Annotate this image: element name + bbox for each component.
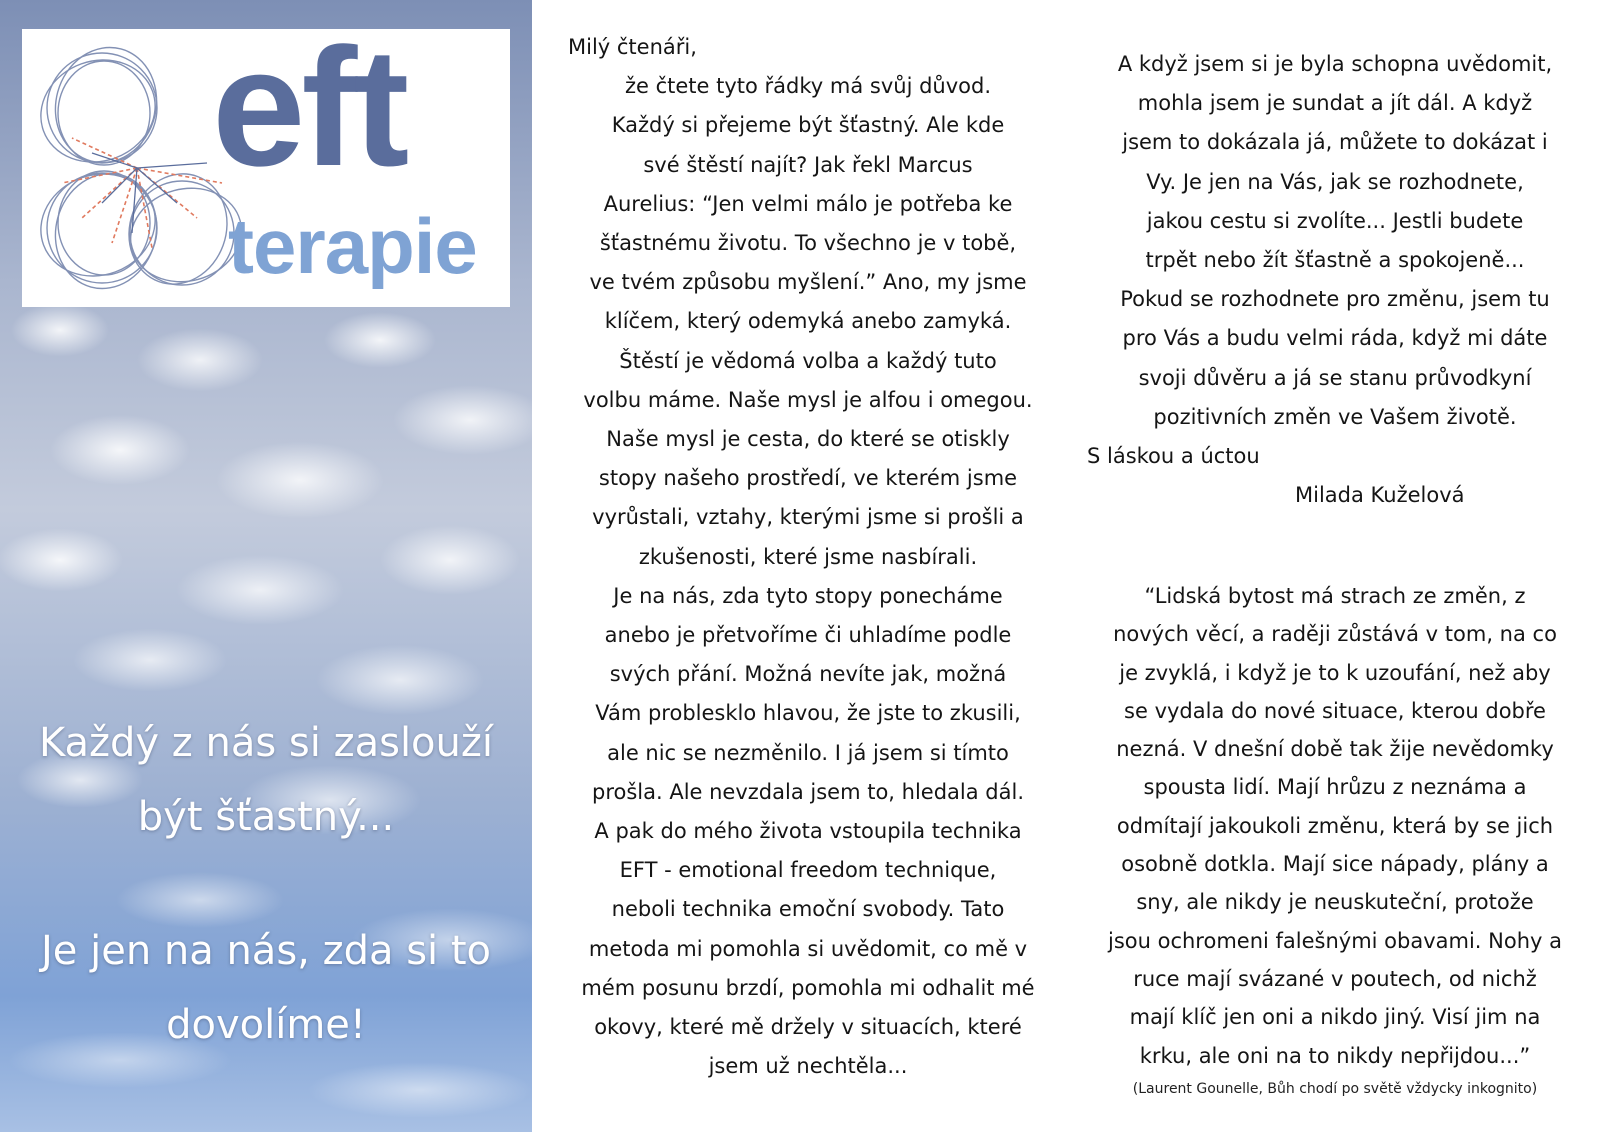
infinity-swirl-icon (32, 43, 242, 293)
letter-line: jsem už nechtěla... (708, 1054, 908, 1079)
quote-line: se vydala do nové situace, kterou dobře (1124, 698, 1546, 723)
quote-line: sny, ale nikdy je neuskuteční, protože (1136, 890, 1534, 915)
quote-line: nezná. V dnešní době tak žije nevědomky (1116, 737, 1554, 762)
letter-line: neboli technika emoční svobody. Tato (611, 897, 1005, 922)
letter-line: Pokud se rozhodnete pro změnu, jsem tu (1120, 287, 1550, 312)
quote-line: jsou ochromeni falešnými obavami. Nohy a (1107, 928, 1562, 953)
letter-line: anebo je přetvoříme či uhladíme podle (604, 623, 1012, 648)
quote-line: spousta lidí. Mají hrůzu z neznáma a (1143, 775, 1527, 800)
letter-line: mém posunu brzdí, pomohla mi odhalit mé (581, 975, 1035, 1000)
letter-line: zkušenosti, které jsme nasbírali. (638, 544, 978, 569)
letter-line: pro Vás a budu velmi ráda, když mi dáte (1122, 326, 1548, 351)
sky-quote-1 (0, 706, 532, 854)
letter-line: stopy našeho prostředí, ve kterém jsme (598, 466, 1018, 491)
letter-line: A když jsem si je byla schopna uvědomit, (1117, 52, 1553, 76)
quote-line: ruce mají svázané v poutech, od nichž (1133, 966, 1537, 991)
letter-line: metoda mi pomohla si uvědomit, co mě v (588, 936, 1028, 961)
letter-line: Vy. Je jen na Vás, jak se rozhodnete, (1146, 169, 1524, 194)
letter-line: jsem to dokázala já, můžete to dokázat i (1122, 130, 1548, 155)
letter-line: mohla jsem je sundat a jít dál. A když (1137, 91, 1533, 116)
closing: S láskou a úctou (1087, 444, 1260, 469)
letter-line: Štěstí je vědomá volba a každý tuto (619, 348, 997, 373)
quote-line: je zvyklá, i když je to k uzoufání, než aby (1119, 660, 1551, 685)
letter-line: prošla. Ale nevzdala jsem to, hledala dál. (591, 779, 1024, 804)
letter-line: klíčem, který odemyká anebo zamyká. (604, 309, 1012, 334)
sky-quote-line: dovolíme! (166, 1002, 366, 1048)
quote-line: osobně dotkla. Mají sice nápady, plány a (1121, 852, 1549, 877)
logo-eft-text: eft (212, 13, 406, 201)
letter-line: Naše mysl je cesta, do které se otiskly (606, 427, 1010, 452)
quote-line: nových věcí, a raději zůstává v tom, na co (1113, 622, 1557, 647)
sky-quote-line: Každý z nás si zaslouží (38, 720, 493, 766)
letter-line: vyrůstali, vztahy, kterými jsme si prošli a (592, 505, 1024, 530)
sky-quote-line: být šťastný... (137, 794, 395, 840)
letter-continuation (1085, 45, 1585, 515)
letter-line: volbu máme. Naše mysl je alfou i omegou. (583, 387, 1033, 412)
letter-line: ale nic se nezměnilo. I já jsem si tímto (607, 740, 1009, 765)
quote-line: mají klíč jen oni a nikdo jiný. Visí jim na (1129, 1005, 1541, 1030)
letter-line: své štěstí najít? Jak řekl Marcus (643, 152, 973, 177)
letter-line: pozitivních změn ve Vašem životě. (1153, 404, 1517, 429)
letter-line: Vám problesklo hlavou, že jste to zkusili, (595, 701, 1021, 726)
sky-quote-2 (0, 914, 532, 1062)
letter-line: Je na nás, zda tyto stopy ponecháme (613, 583, 1003, 608)
letter-line: svoji důvěru a já se stanu průvodkyní (1138, 365, 1532, 390)
letter-line: EFT - emotional freedom technique, (619, 858, 997, 883)
letter-line: A pak do mého života vstoupila technika (594, 819, 1022, 844)
quote-citation: (Laurent Gounelle, Bůh chodí po světě vždycky inkognito) (1132, 1081, 1538, 1097)
letter-line: jakou cestu si zvolíte... Jestli budete (1146, 208, 1524, 233)
signature: Milada Kuželová (1295, 483, 1465, 508)
letter-column (568, 28, 1048, 1086)
letter-line: svých přání. Možná nevíte jak, možná (609, 662, 1007, 687)
greeting: Milý čtenáři, (568, 35, 697, 59)
quote-line: krku, ale oni na to nikdy nepřijdou...” (1139, 1043, 1531, 1068)
letter-line: že čtete tyto řádky má svůj důvod. (624, 74, 992, 99)
gounelle-quote (1085, 577, 1585, 1075)
quote-line: “Lidská bytost má strach ze změn, z (1144, 584, 1526, 608)
logo (22, 13, 510, 307)
letter-line: šťastnému životu. To všechno je v tobě, (599, 231, 1017, 256)
letter-line: okovy, které mě držely v situacích, které (594, 1015, 1022, 1040)
sky-background (0, 0, 532, 1132)
letter-line: trpět nebo žít šťastně a spokojeně... (1145, 248, 1525, 273)
letter-line: Aurelius: “Jen velmi málo je potřeba ke (603, 191, 1013, 216)
sky-quote-line: Je jen na nás, zda si to (40, 928, 492, 974)
letter-line: ve tvém způsobu myšlení.” Ano, my jsme (589, 270, 1027, 295)
logo-terapie-text: terapie (228, 202, 477, 290)
letter-line: Každý si přejeme být šťastný. Ale kde (611, 113, 1005, 138)
quote-line: odmítají jakoukoli změnu, která by se jich (1116, 813, 1554, 838)
